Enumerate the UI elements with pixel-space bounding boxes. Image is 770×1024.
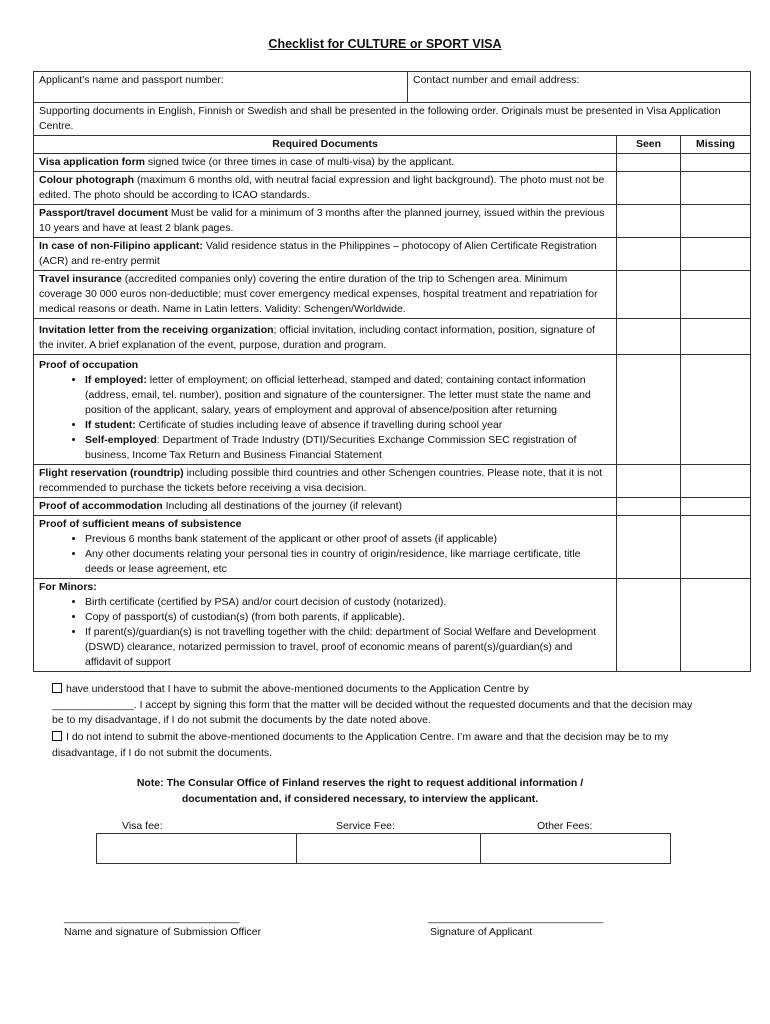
subsistence-list [39,532,611,577]
doc-name: Proof of accommodation [39,500,163,512]
declaration-submit: have understood that I have to submit the above-mentioned documents to the Application Centre by ______________. I accept by signing this form that the matter will be decided without the requested documents and that the decision may be to my disadvantage, if I do not submit the documents by the date noted above. [52,683,693,726]
missing-cell[interactable] [681,355,751,465]
seen-cell[interactable] [617,319,681,355]
occupation-list [39,373,611,463]
missing-cell[interactable] [681,465,751,498]
minors-list [39,595,611,670]
service-fee-label: Service Fee: [336,820,395,832]
header-missing: Missing [681,136,751,154]
seen-cell[interactable] [617,172,681,205]
table-row [34,238,751,271]
missing-cell[interactable] [681,154,751,172]
list-item: • If employed: letter of employment; on official letterhead, stamped and dated; containing contact information (address, email, tel. number), position and signature of the countersigner. The letter must state the name and position of the applicant, salary, years of employment and approval of absence/position after returning [85,373,611,418]
intro-text: Supporting documents in English, Finnish or Swedish and shall be presented in the following order. Originals must be presented in Visa Application Centre. [34,103,751,136]
consular-note: Note: The Consular Office of Finland reserves the right to request additional information / documentation and, if considered necessary, to interview the applicant. [136,777,584,805]
visa-fee-label: Visa fee: [122,820,163,832]
doc-desc: signed twice (or three times in case of multi-visa) by the applicant. [145,156,455,168]
table-row [34,205,751,238]
header-seen: Seen [617,136,681,154]
missing-cell[interactable] [681,172,751,205]
doc-desc: Must be valid for a minimum of 3 months after the planned journey, issued within the previous 10 years and have at least 2 blank pages. [39,207,605,234]
applicant-name-field[interactable] [34,72,408,103]
table-row [34,516,751,579]
doc-name: Passport/travel document [39,207,168,219]
contact-field[interactable] [408,72,751,103]
list-item: • Any other documents relating your personal ties in country of origin/residence, like marriage certificate, title deeds or lease agreement, etc [85,547,611,577]
applicant-signature-label: Signature of Applicant [430,926,533,938]
list-item: • Birth certificate (certified by PSA) and/or court decision of custody (notarized). [85,595,611,610]
seen-cell[interactable] [617,205,681,238]
fees-table [96,833,671,864]
service-fee-field[interactable] [297,834,481,864]
subsistence-heading: Proof of sufficient means of subsistence [39,518,242,530]
header-required-documents: Required Documents [34,136,617,154]
occupation-heading: Proof of occupation [39,359,139,371]
list-item: • Previous 6 months bank statement of the applicant or other proof of assets (if applicable) [85,532,611,547]
page-title: Checklist for CULTURE or SPORT VISA [268,37,502,51]
seen-cell[interactable] [617,355,681,465]
missing-cell[interactable] [681,205,751,238]
seen-cell[interactable] [617,579,681,672]
contact-label: Contact number and email address: [413,74,580,86]
doc-desc: Including all destinations of the journey (if relevant) [162,500,402,512]
table-row [34,465,751,498]
table-row [34,355,751,465]
declaration-not-submit: I do not intend to submit the above-mentioned documents to the Application Centre. I’m aware and that the decision may be to my disadvantage, if I do not submit the documents. [52,731,669,759]
doc-desc: (maximum 6 months old, with neutral facial expression and light background). The photo must not be edited. The photo should be according to ICAO standards. [39,174,605,201]
list-item: • Copy of passport(s) of custodian(s) (from both parents, if applicable). [85,610,611,625]
doc-desc: (accredited companies only) covering the entire duration of the trip to Schengen area. Minimum coverage 30 000 euros non-deductible; must cover emergency medical expenses, hospital treatment and repatriation for medical reasons or death. Name in Latin letters. Validity: Schengen/Worldwide. [39,273,598,315]
other-fees-field[interactable] [481,834,671,864]
doc-name: Colour photograph [39,174,135,186]
doc-name: Flight reservation (roundtrip) [39,467,184,479]
applicant-signature-line[interactable]: ______________________________ [428,912,604,924]
seen-cell[interactable] [617,154,681,172]
table-row [34,498,751,516]
missing-cell[interactable] [681,319,751,355]
table-row [34,271,751,319]
visa-fee-field[interactable] [97,834,297,864]
missing-cell[interactable] [681,498,751,516]
table-row [34,579,751,672]
seen-cell[interactable] [617,465,681,498]
doc-name: Invitation letter from the receiving organization [39,324,274,336]
missing-cell[interactable] [681,271,751,319]
other-fees-label: Other Fees: [537,820,593,832]
table-row [34,172,751,205]
doc-name: In case of non-Filipino applicant: [39,240,203,252]
checklist-table [33,71,751,672]
applicant-label: Applicant's name and passport number: [39,74,224,86]
missing-cell[interactable] [681,516,751,579]
doc-desc: Valid residence status in the Philippines – photocopy of Alien Certificate Registration (ACR) and re-entry permit [39,240,597,267]
officer-signature-line[interactable]: ______________________________ [64,912,240,924]
doc-desc: ; official invitation, including contact information, position, signature of the inviter. A brief explanation of the event, purpose, duration and program. [39,324,595,351]
doc-name: Travel insurance [39,273,122,285]
seen-cell[interactable] [617,498,681,516]
seen-cell[interactable] [617,271,681,319]
missing-cell[interactable] [681,579,751,672]
officer-signature-label: Name and signature of Submission Officer [64,926,262,938]
table-row [34,319,751,355]
seen-cell[interactable] [617,238,681,271]
table-row [34,154,751,172]
doc-desc: including possible third countries and other Schengen countries. Please note, that it is not recommended to purchase the tickets before receiving a visa decision. [39,467,603,494]
list-item: • If parent(s)/guardian(s) is not travelling together with the child: department of Social Welfare and Development (DSWD) clearance, notarized permission to travel, proof of economic means of parent(s)/guardian(s) and affidavit of support [85,625,611,670]
list-item: • Self-employed: Department of Trade Industry (DTI)/Securities Exchange Commission SEC registration of business, Income Tax Return and Business Financial Statement [85,433,611,463]
date-blank[interactable]: ______________ [52,698,134,711]
seen-cell[interactable] [617,516,681,579]
checkbox-submit[interactable] [52,683,62,693]
minors-heading: For Minors: [39,581,97,593]
list-item: • If student: Certificate of studies including leave of absence if travelling during school year [85,418,611,433]
missing-cell[interactable] [681,238,751,271]
checkbox-not-submit[interactable] [52,731,62,741]
doc-name: Visa application form [39,156,145,168]
